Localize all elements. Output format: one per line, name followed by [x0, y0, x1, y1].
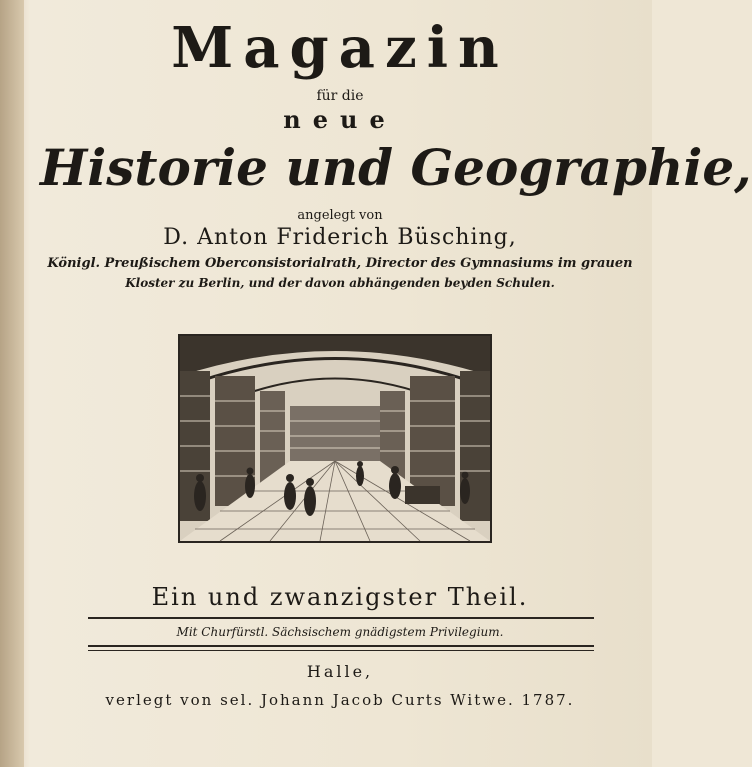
title-magazin: Magazin — [171, 15, 509, 81]
divider-top — [88, 617, 594, 619]
title-historie-geographie: Historie und Geographie, — [40, 138, 752, 197]
volume-title: Ein und zwanzigster Theil. — [151, 583, 529, 611]
book-spine-edge — [0, 0, 24, 767]
divider-bottom — [88, 645, 594, 647]
privilege-line: Mit Churfürstl. Sächsischem gnädigstem Privilegium. — [176, 625, 504, 639]
divider-bottom-thin — [88, 650, 594, 651]
imprint-place: Halle, — [306, 662, 374, 681]
imprint-publisher: verlegt von sel. Johann Jacob Curts Witwe. 1787. — [105, 691, 575, 709]
author-role-line-1: Königl. Preußischem Oberconsistorialrath, Director des Gymnasiums im grauen — [47, 256, 633, 271]
author-name: D. Anton Friderich Büsching, — [163, 225, 517, 250]
author-role-line-2: Kloster zu Berlin, und der davon abhängenden beyden Schulen. — [125, 276, 555, 290]
library-engraving — [178, 334, 492, 543]
title-neue: neue — [283, 105, 397, 134]
author-intro: angelegt von — [297, 208, 383, 223]
library-engraving-drawing — [180, 336, 490, 541]
title-fur-die: für die — [316, 88, 364, 104]
